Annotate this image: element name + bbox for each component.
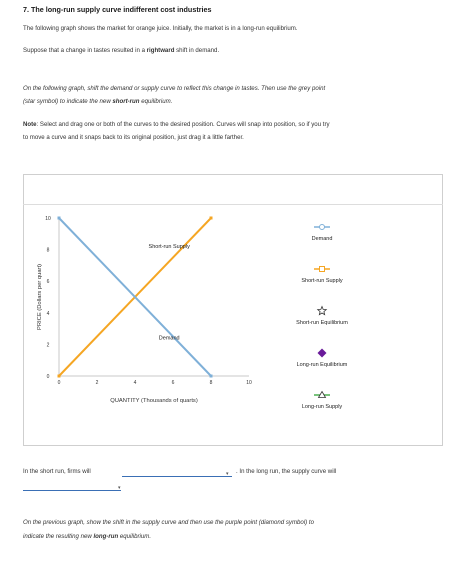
x-tick-label: 10 <box>246 380 252 386</box>
supply-line-icon[interactable] <box>314 267 330 272</box>
fill-in-prefix: In the short run, firms will <box>23 468 91 475</box>
triangle-line-icon[interactable] <box>314 392 330 398</box>
x-tick-label: 4 <box>133 380 137 386</box>
legend-label: Long-run Equilibrium <box>296 362 348 368</box>
legend-item-long-run-supply[interactable] <box>302 392 343 411</box>
y-tick-label: 10 <box>45 216 51 222</box>
y-tick-label: 0 <box>46 374 50 380</box>
x-tick-label: 0 <box>57 380 61 386</box>
y-tick-label: 2 <box>46 342 50 349</box>
suppose-bold: rightward <box>146 47 175 54</box>
instr1-bold: short-run <box>112 98 140 105</box>
x-axis-label: QUANTITY (Thousands of quarts) <box>110 398 198 404</box>
suppose-pre: Suppose that a change in tastes resulted in a <box>23 47 147 54</box>
y-tick-label: 6 <box>46 279 50 286</box>
short-run-supply-handle[interactable] <box>210 217 213 220</box>
curve-label: Short-run Supply <box>148 244 190 251</box>
note-label: Note <box>23 121 37 128</box>
instr2-pre: indicate the resulting new <box>23 533 94 540</box>
legend-item-short-run-supply[interactable] <box>301 267 343 285</box>
question-title: 7. The long-run supply curve indifferent cost industries <box>23 5 212 14</box>
legend-item-short-run-equilibrium[interactable] <box>296 307 348 327</box>
demand-handle[interactable] <box>58 217 61 220</box>
short-run-supply-handle[interactable] <box>58 375 61 378</box>
intro-text: The following graph shows the market for orange juice. Initially, the market is in a long-run equilibrium. <box>23 25 298 32</box>
legend-item-long-run-equilibrium[interactable] <box>297 349 348 369</box>
demand-handle[interactable] <box>210 375 213 378</box>
supply-demand-graph[interactable] <box>23 174 443 446</box>
instruction-1-line-1: On the following graph, shift the demand or supply curve to reflect this change in tastes. Then use the grey point <box>23 85 326 92</box>
note-line-2: to move a curve and it snaps back to its original position, just drag it a little farther. <box>23 134 244 141</box>
demand-line-icon[interactable] <box>314 225 330 230</box>
x-tick-label: 6 <box>171 380 175 386</box>
instruction-2-line-2 <box>23 532 151 541</box>
y-tick-label: 8 <box>46 247 50 254</box>
y-tick-label: 4 <box>46 310 50 317</box>
instr2-post: equilibrium. <box>118 533 152 540</box>
diamond-icon[interactable] <box>318 349 327 358</box>
legend-label: Short-run Supply <box>301 278 343 284</box>
long-run-supply-dropdown[interactable] <box>23 490 121 491</box>
dropdown-caret-1-icon[interactable]: ▾ <box>226 471 229 477</box>
y-axis-label: PRICE (Dollars per quart) <box>37 263 43 331</box>
suppose-post: shift in demand. <box>174 47 220 54</box>
note-text: : Select and drag one or both of the curves to the desired position. Curves will snap into position, so if you try <box>36 121 330 128</box>
legend-label: Long-run Supply <box>301 404 343 410</box>
dropdown-caret-2-icon[interactable]: ▾ <box>118 485 121 491</box>
curve-label: Demand <box>158 335 180 342</box>
instr1-post: equilibrium. <box>139 98 173 105</box>
legend-label: Demand <box>311 236 333 242</box>
instruction-2-line-1: On the previous graph, show the shift in the supply curve and then use the purple point (diamond symbol) to <box>23 519 314 526</box>
star-icon[interactable] <box>318 307 327 315</box>
x-tick-label: 2 <box>95 380 99 386</box>
instr2-bold: long-run <box>93 533 119 540</box>
instr1-line2-pre: (star symbol) to indicate the new <box>23 98 113 105</box>
x-tick-label: 8 <box>209 380 213 386</box>
instruction-1-line-2 <box>23 97 172 106</box>
legend-item-demand[interactable] <box>312 225 333 243</box>
short-run-firms-dropdown[interactable] <box>122 476 232 477</box>
fill-in-middle: . In the long run, the supply curve will <box>236 468 337 475</box>
legend-label: Short-run Equilibrium <box>296 320 348 326</box>
note-line-1 <box>23 120 330 129</box>
suppose-text <box>23 46 219 55</box>
